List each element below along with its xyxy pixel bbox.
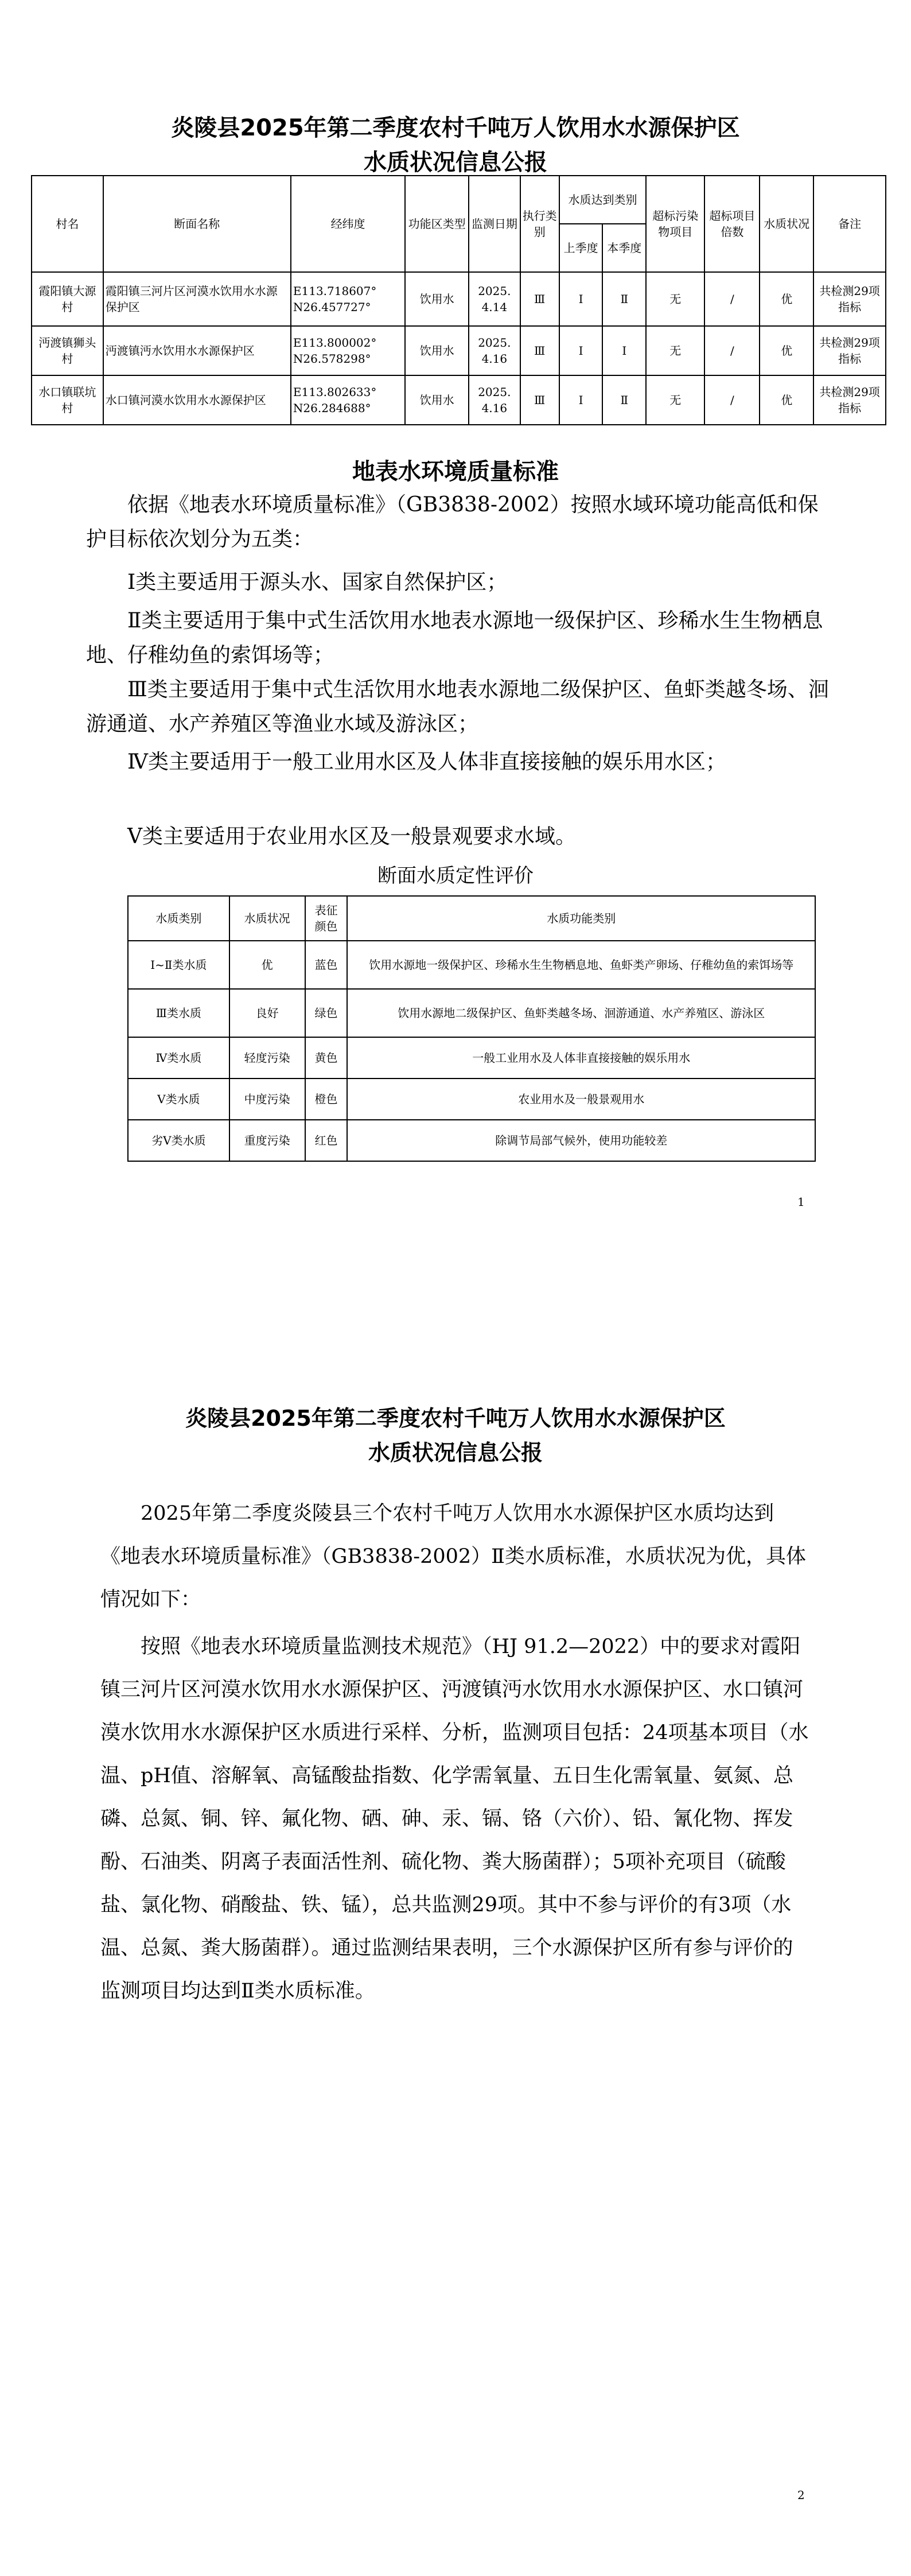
eval-cell-class: Ⅰ~Ⅱ类水质: [128, 941, 229, 989]
page1-title-line2: 水质状况信息公报: [364, 149, 547, 176]
eval-cell-function: 饮用水源地一级保护区、珍稀水生生物栖息地、鱼虾类产卵场、仔稚幼鱼的索饵场等: [347, 941, 815, 989]
cell-date-year: 2025.: [478, 385, 511, 399]
cell-reach-prev: Ⅰ: [559, 375, 603, 425]
standard-intro: 依据《地表水环境质量标准》（GB3838-2002）按照水域环境功能高低和保护目标依次划分为五类：: [86, 493, 819, 551]
page-number-1: 1: [797, 1195, 805, 1209]
header-remark: 备注: [813, 176, 886, 272]
cell-section: 霞阳镇三河片区河漠水饮用水水源保护区: [103, 272, 291, 326]
table-row: [128, 1037, 815, 1078]
eval-header-color: 表征颜色: [305, 896, 348, 941]
eval-header-status: 水质状况: [229, 896, 305, 941]
page2-title-line2: 水质状况信息公报: [368, 1440, 543, 1465]
eval-cell-color: 红色: [305, 1120, 348, 1161]
eval-cell-class: Ⅲ类水质: [128, 989, 229, 1037]
cell-date: [469, 272, 520, 326]
eval-cell-class: 劣Ⅴ类水质: [128, 1120, 229, 1161]
eval-cell-status: 中度污染: [229, 1078, 305, 1120]
cell-section: 水口镇河漠水饮用水水源保护区: [103, 375, 291, 425]
cell-exceed-items: 无: [646, 326, 704, 375]
cell-village: 水口镇联坑村: [32, 375, 103, 425]
header-exceed-times: 超标项目倍数: [704, 176, 760, 272]
cell-exceed-times: /: [704, 272, 760, 326]
table-row: [32, 326, 886, 375]
cell-function: 饮用水: [405, 375, 469, 425]
eval-cell-color: 蓝色: [305, 941, 348, 989]
standard-class-4: Ⅳ类主要适用于一般工业用水区及人体非直接接触的娱乐用水区；: [127, 750, 726, 774]
cell-date-year: 2025.: [478, 284, 511, 298]
header-coords: 经纬度: [291, 176, 405, 272]
header-reach-class: 水质达到类别: [559, 176, 646, 224]
cell-latitude: N26.578298°: [293, 352, 371, 366]
cell-date-year: 2025.: [478, 336, 511, 350]
cell-latitude: N26.284688°: [293, 401, 371, 415]
cell-longitude: E113.802633°: [293, 385, 377, 399]
table-row: [128, 941, 815, 989]
summary-paragraph: 2025年第二季度炎陵县三个农村千吨万人饮用水水源保护区水质均达到《地表水环境质量标准》（GB3838-2002）Ⅱ类水质标准，水质状况为优，具体情况如下：: [100, 1502, 806, 1611]
cell-coords: [291, 272, 405, 326]
cell-coords: [291, 326, 405, 375]
evaluation-caption: 断面水质定性评价: [377, 864, 534, 887]
eval-cell-color: 绿色: [305, 989, 348, 1037]
header-date: 监测日期: [469, 176, 520, 272]
eval-header-function: 水质功能类别: [347, 896, 815, 941]
cell-remark: 共检测29项指标: [813, 272, 886, 326]
cell-reach-prev: Ⅰ: [559, 326, 603, 375]
table-row: [128, 989, 815, 1037]
eval-cell-status: 良好: [229, 989, 305, 1037]
standard-class-1: Ⅰ类主要适用于源头水、国家自然保护区；: [127, 571, 508, 594]
method-paragraph: 按照《地表水环境质量监测技术规范》（HJ 91.2—2022）中的要求对霞阳镇三河片区河漠水饮用水水源保护区、沔渡镇沔水饮用水水源保护区、水口镇河漠水饮用水水源保护区水质进行采样、分析，监测项目包括：24项基本项目（水温、pH值、溶解氧、高锰酸盐指数、化学需氧量、五日生化需氧量、氨氮、总磷、总氮、铜、锌、氟化物、硒、砷、汞、镉、铬（六价）、铅、氰化物、挥发酚、石油类、阴离子表面活性剂、硫化物、粪大肠菌群）；5项补充项目（硫酸盐、氯化物、硝酸盐、铁、锰），总共监测29项。其中不参与评价的有3项（水温、总氮、粪大肠菌群）。通过监测结果表明，三个水源保护区所有参与评价的监测项目均达到Ⅱ类水质标准。: [100, 1635, 809, 2003]
standard-class-2: Ⅱ类主要适用于集中式生活饮用水地表水源地一级保护区、珍稀水生生物栖息地、仔稚幼鱼的索饵场等；: [86, 609, 823, 667]
cell-reach-current: Ⅰ: [602, 326, 646, 375]
cell-date: [469, 326, 520, 375]
table-row: [128, 1078, 815, 1120]
eval-cell-status: 重度污染: [229, 1120, 305, 1161]
cell-function: 饮用水: [405, 272, 469, 326]
cell-latitude: N26.457727°: [293, 300, 371, 314]
cell-longitude: E113.800002°: [293, 336, 377, 350]
standard-class-5: Ⅴ类主要适用于农业用水区及一般景观要求水域。: [127, 825, 576, 848]
header-function: 功能区类型: [405, 176, 469, 272]
page-number-2: 2: [797, 2488, 805, 2502]
header-exceed-items: 超标污染物项目: [646, 176, 704, 272]
cell-coords: [291, 375, 405, 425]
standard-title: 地表水环境质量标准: [352, 459, 559, 485]
table-row: [32, 272, 886, 326]
standard-class-3: Ⅲ类主要适用于集中式生活饮用水地表水源地二级保护区、鱼虾类越冬场、洄游通道、水产养殖区等渔业水域及游泳区；: [86, 678, 829, 736]
cell-exceed-items: 无: [646, 375, 704, 425]
cell-function: 饮用水: [405, 326, 469, 375]
cell-section: 沔渡镇沔水饮用水水源保护区: [103, 326, 291, 375]
eval-header-class: 水质类别: [128, 896, 229, 941]
cell-exceed-times: /: [704, 326, 760, 375]
eval-cell-status: 优: [229, 941, 305, 989]
eval-cell-function: 农业用水及一般景观用水: [347, 1078, 815, 1120]
cell-exec: Ⅲ: [520, 375, 559, 425]
eval-cell-function: 除调节局部气候外，使用功能较差: [347, 1120, 815, 1161]
monitoring-table-header: [32, 176, 886, 224]
cell-reach-current: Ⅱ: [602, 375, 646, 425]
table-row: [128, 1120, 815, 1161]
cell-date-md: 4.16: [481, 401, 508, 415]
header-status: 水质状况: [760, 176, 813, 272]
cell-village: 沔渡镇狮头村: [32, 326, 103, 375]
eval-cell-color: 黄色: [305, 1037, 348, 1078]
cell-remark: 共检测29项指标: [813, 375, 886, 425]
header-village: 村名: [32, 176, 103, 272]
cell-reach-prev: Ⅰ: [559, 272, 603, 326]
eval-cell-class: Ⅳ类水质: [128, 1037, 229, 1078]
header-section: 断面名称: [103, 176, 291, 272]
header-exec-class: 执行类别: [520, 176, 559, 272]
eval-cell-class: Ⅴ类水质: [128, 1078, 229, 1120]
table-row: [32, 375, 886, 425]
page1-title-line1: 炎陵县2025年第二季度农村千吨万人饮用水水源保护区: [171, 115, 740, 141]
cell-status: 优: [760, 326, 813, 375]
cell-village: 霞阳镇大源村: [32, 272, 103, 326]
cell-date-md: 4.16: [481, 352, 508, 366]
cell-remark: 共检测29项指标: [813, 326, 886, 375]
eval-cell-function: 一般工业用水及人体非直接接触的娱乐用水: [347, 1037, 815, 1078]
cell-longitude: E113.718607°: [293, 284, 377, 298]
cell-exec: Ⅲ: [520, 272, 559, 326]
eval-cell-status: 轻度污染: [229, 1037, 305, 1078]
cell-status: 优: [760, 272, 813, 326]
eval-cell-function: 饮用水源地二级保护区、鱼虾类越冬场、洄游通道、水产养殖区、游泳区: [347, 989, 815, 1037]
cell-exceed-times: /: [704, 375, 760, 425]
evaluation-table-header: [128, 896, 815, 941]
evaluation-table: [127, 895, 816, 1162]
eval-cell-color: 橙色: [305, 1078, 348, 1120]
cell-date-md: 4.14: [481, 300, 508, 314]
cell-reach-current: Ⅱ: [602, 272, 646, 326]
cell-exceed-items: 无: [646, 272, 704, 326]
header-reach-prev: 上季度: [559, 224, 603, 272]
cell-date: [469, 375, 520, 425]
page2-title-line1: 炎陵县2025年第二季度农村千吨万人饮用水水源保护区: [185, 1406, 726, 1431]
header-reach-current: 本季度: [602, 224, 646, 272]
cell-exec: Ⅲ: [520, 326, 559, 375]
monitoring-table: [31, 175, 886, 425]
cell-status: 优: [760, 375, 813, 425]
